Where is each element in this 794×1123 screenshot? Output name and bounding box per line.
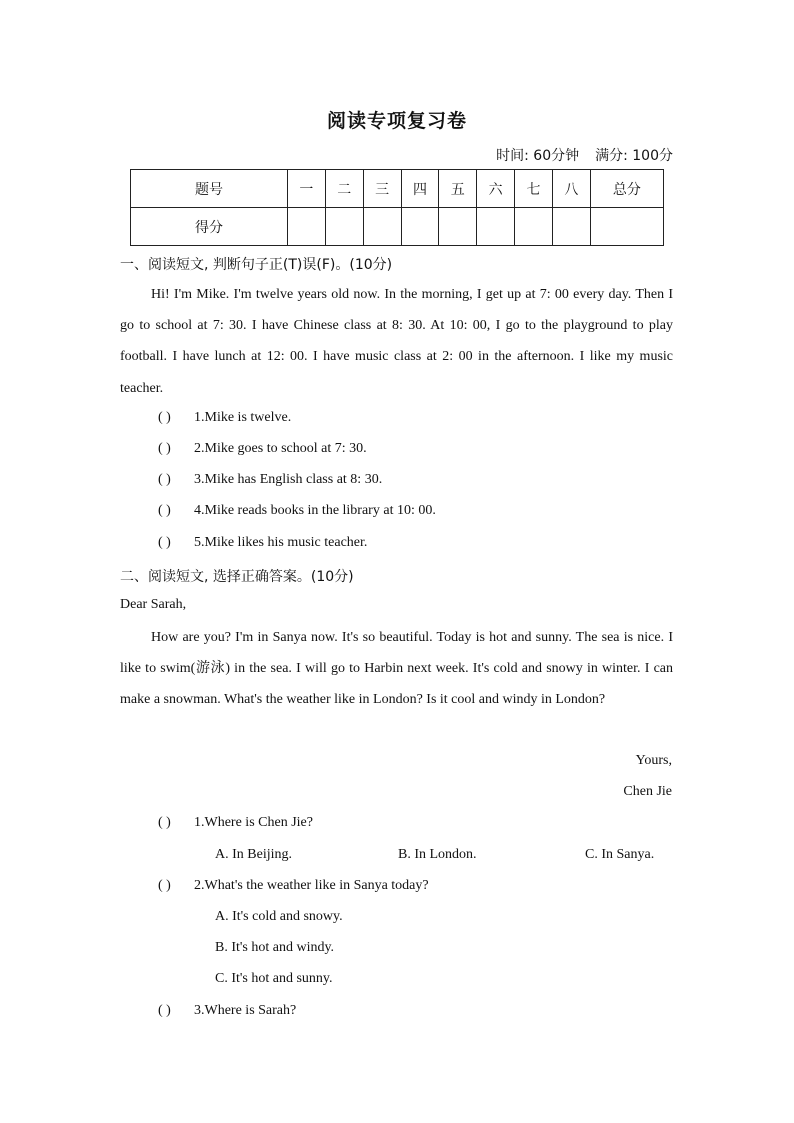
- tf-item: [158, 535, 367, 551]
- letter-signature: Chen Jie: [623, 784, 672, 799]
- answer-blank[interactable]: ( ): [158, 410, 171, 425]
- answer-blank[interactable]: ( ): [158, 815, 171, 830]
- tf-item: [158, 503, 436, 519]
- score-cell[interactable]: [363, 208, 401, 246]
- score-cell[interactable]: [552, 208, 590, 246]
- score-table-header-row: [131, 170, 664, 208]
- mc-question: [158, 815, 313, 831]
- mc-question-text: 2.What's the weather like in Sanya today?: [194, 878, 429, 893]
- mc-question: [158, 1003, 296, 1019]
- score-col-header: 五: [439, 170, 477, 208]
- score-cell[interactable]: [288, 208, 326, 246]
- tf-item: [158, 472, 382, 488]
- mc-option: C. In Sanya.: [585, 847, 655, 862]
- section2-passage: How are you? I'm in Sanya now. It's so beautiful. Today is hot and sunny. The sea is nice. I like to swim(游泳) in the sea. I will go to Harbin next week. It's cold and snowy in winter. I can make a snowman. What's the weather like in London? Is it cool and windy in London?: [120, 630, 673, 708]
- score-col-header: 六: [477, 170, 515, 208]
- page-title: 阅读专项复习卷: [326, 110, 467, 132]
- score-col-header: 总分: [590, 170, 663, 208]
- tf-item-text: 1.Mike is twelve.: [194, 410, 292, 425]
- tf-item-text: 3.Mike has English class at 8: 30.: [194, 472, 383, 487]
- letter-closing: Yours,: [635, 753, 672, 768]
- score-cell[interactable]: [439, 208, 477, 246]
- score-table-score-row: [131, 208, 664, 246]
- section1-heading: 一、阅读短文, 判断句子正(T)误(F)。(10分): [120, 257, 393, 273]
- tf-item: [158, 441, 367, 457]
- tf-item-text: 2.Mike goes to school at 7: 30.: [194, 441, 367, 456]
- score-cell[interactable]: [590, 208, 663, 246]
- mc-option: B. It's hot and windy.: [215, 940, 335, 955]
- mc-option: A. In Beijing.: [215, 847, 292, 862]
- score-cell[interactable]: [401, 208, 439, 246]
- mc-option: C. It's hot and sunny.: [215, 971, 333, 986]
- answer-blank[interactable]: ( ): [158, 441, 171, 456]
- tf-item-text: 5.Mike likes his music teacher.: [194, 535, 368, 550]
- mc-question: [158, 878, 429, 894]
- score-col-header: 一: [288, 170, 326, 208]
- answer-blank[interactable]: ( ): [158, 535, 171, 550]
- time-limit: 时间: 60分钟: [496, 148, 580, 164]
- mc-option: B. In London.: [398, 847, 477, 862]
- score-col-header: 二: [325, 170, 363, 208]
- score-table: [130, 169, 664, 246]
- score-cell[interactable]: [325, 208, 363, 246]
- question-number-label: 题号: [131, 170, 288, 208]
- score-col-header: 七: [515, 170, 553, 208]
- mc-question-text: 3.Where is Sarah?: [194, 1003, 297, 1018]
- mc-option: A. It's cold and snowy.: [215, 909, 343, 924]
- full-score: 满分: 100分: [595, 148, 673, 164]
- score-row-label: 得分: [131, 208, 288, 246]
- answer-blank[interactable]: ( ): [158, 503, 171, 518]
- answer-blank[interactable]: ( ): [158, 878, 171, 893]
- tf-item: [158, 410, 291, 426]
- score-cell[interactable]: [515, 208, 553, 246]
- mc-question-text: 1.Where is Chen Jie?: [194, 815, 313, 830]
- time-info: [496, 145, 673, 165]
- tf-item-text: 4.Mike reads books in the library at 10: 00.: [194, 503, 436, 518]
- score-col-header: 三: [363, 170, 401, 208]
- score-cell[interactable]: [477, 208, 515, 246]
- section2-heading: 二、阅读短文, 选择正确答案。(10分): [120, 569, 354, 585]
- score-col-header: 四: [401, 170, 439, 208]
- score-col-header: 八: [552, 170, 590, 208]
- answer-blank[interactable]: ( ): [158, 472, 171, 487]
- answer-blank[interactable]: ( ): [158, 1003, 171, 1018]
- letter-greeting: Dear Sarah,: [120, 597, 187, 612]
- section1-passage: Hi! I'm Mike. I'm twelve years old now. In the morning, I get up at 7: 00 every day. Then I go to school at 7: 30. I have Chinese class at 8: 30. At 10: 00, I go to the playground to play football. I have lunch at 12: 00. I have music class at 2: 00 in the afternoon. I like my music teacher.: [120, 287, 673, 396]
